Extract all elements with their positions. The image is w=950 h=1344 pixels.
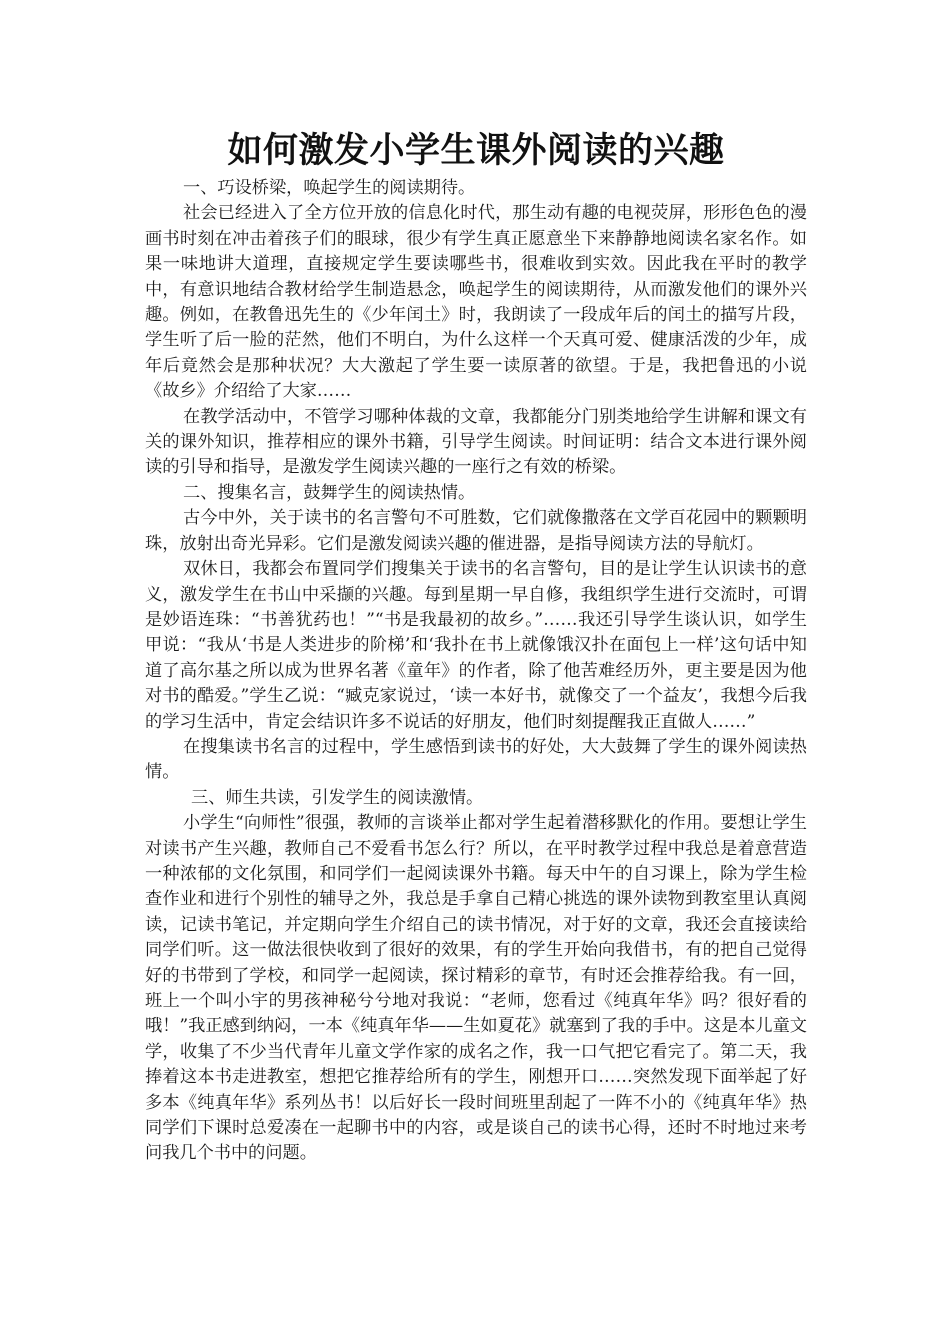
section-heading-3: 三、师生共读，引发学生的阅读激情。 bbox=[191, 787, 484, 808]
paragraph: 古今中外，关于读书的名言警句不可胜数，它们就像撒落在文学百花园中的颗颗明珠，放射出奇光异彩。它们是激发阅读兴趣的催进器，是指导阅读方法的导航灯。 bbox=[145, 508, 807, 554]
document-page bbox=[145, 128, 807, 1167]
section-heading-1: 一、巧设桥梁，唤起学生的阅读期待。 bbox=[183, 178, 476, 198]
paragraph: 双休日，我都会布置同学们搜集关于读书的名言警句，目的是让学生认识读书的意义，激发学生在书山中采撷的兴趣。每到星期一早自修，我组织学生进行交流时，可谓是妙语连珠：“书善犹药也！”“书是我最初的故乡。”……我还引导学生谈认识，如学生甲说：“我从‘书是人类进步的阶梯’和‘我扑在书上就像饿汉扑在面包上一样’这句话中知道了高尔基之所以成为世界名著《童年》的作者，除了他苦难经历外，更主要是因为他对书的酷爱。”学生乙说：“臧克家说过，‘读一本好书，就像交了一个益友’，我想今后我的学习生活中，肯定会结识许多不说话的好朋友，他们时刻提醒我正直做人……” bbox=[145, 559, 807, 732]
document-title: 如何激发小学生课外阅读的兴趣 bbox=[227, 130, 725, 171]
paragraph: 社会已经进入了全方位开放的信息化时代，那生动有趣的电视荧屏，形形色色的漫画书时刻在冲击着孩子们的眼球，很少有学生真正愿意坐下来静静地阅读名家名作。如果一味地讲大道理，直接规定学生要读哪些书，很难收到实效。因此我在平时的教学中，有意识地结合教材给学生制造悬念，唤起学生的阅读期待，从而激发他们的课外兴趣。例如，在教鲁迅先生的《少年闰土》时，我朗读了一段成年后的闰土的描写片段，学生听了后一脸的茫然，他们不明白，为什么这样一个天真可爱、健康活泼的少年，成年后竟然会是那种状况？大大激起了学生要一读原著的欲望。于是，我把鲁迅的小说《故乡》介绍给了大家…… bbox=[145, 203, 807, 402]
paragraph: 在搜集读书名言的过程中，学生感悟到读书的好处，大大鼓舞了学生的课外阅读热情。 bbox=[145, 736, 807, 783]
paragraph: 在教学活动中，不管学习哪种体裁的文章，我都能分门别类地给学生讲解和课文有关的课外知识，推荐相应的课外书籍，引导学生阅读。时间证明：结合文本进行课外阅读的引导和指导，是激发学生阅读兴趣的一座行之有效的桥梁。 bbox=[145, 406, 807, 478]
section-heading-2: 二、搜集名言，鼓舞学生的阅读热情。 bbox=[183, 482, 476, 503]
paragraph: 小学生“向师性”很强，教师的言谈举止都对学生起着潜移默化的作用。要想让学生对读书产生兴趣，教师自己不爱看书怎么行？所以，在平时教学过程中我总是着意营造一种浓郁的文化氛围，和同学们一起阅读课外书籍。每天中午的自习课上，除为学生检查作业和进行个别性的辅导之外，我总是手拿自己精心挑选的课外读物到教室里认真阅读，记读书笔记，并定期向学生介绍自己的读书情况，对于好的文章，我还会直接读给同学们听。这一做法很快收到了很好的效果，有的学生开始向我借书，有的把自己觉得好的书带到了学校，和同学一起阅读，探讨精彩的章节，有时还会推荐给我。有一回，班上一个叫小宇的男孩神秘兮兮地对我说：“老师，您看过《纯真年华》吗？很好看的哦！”我正感到纳闷，一本《纯真年华——生如夏花》就塞到了我的手中。这是本儿童文学，收集了不少当代青年儿童文学作家的成名之作，我一口气把它看完了。第二天，我捧着这本书走进教室，想把它推荐给所有的学生，刚想开口……突然发现下面举起了好多本《纯真年华》系列丛书！以后好长一段时间班里刮起了一阵不小的《纯真年华》热同学们下课时总爱凑在一起聊书中的内容，或是谈自己的读书心得，还时不时地过来考问我几个书中的问题。 bbox=[145, 813, 807, 1164]
